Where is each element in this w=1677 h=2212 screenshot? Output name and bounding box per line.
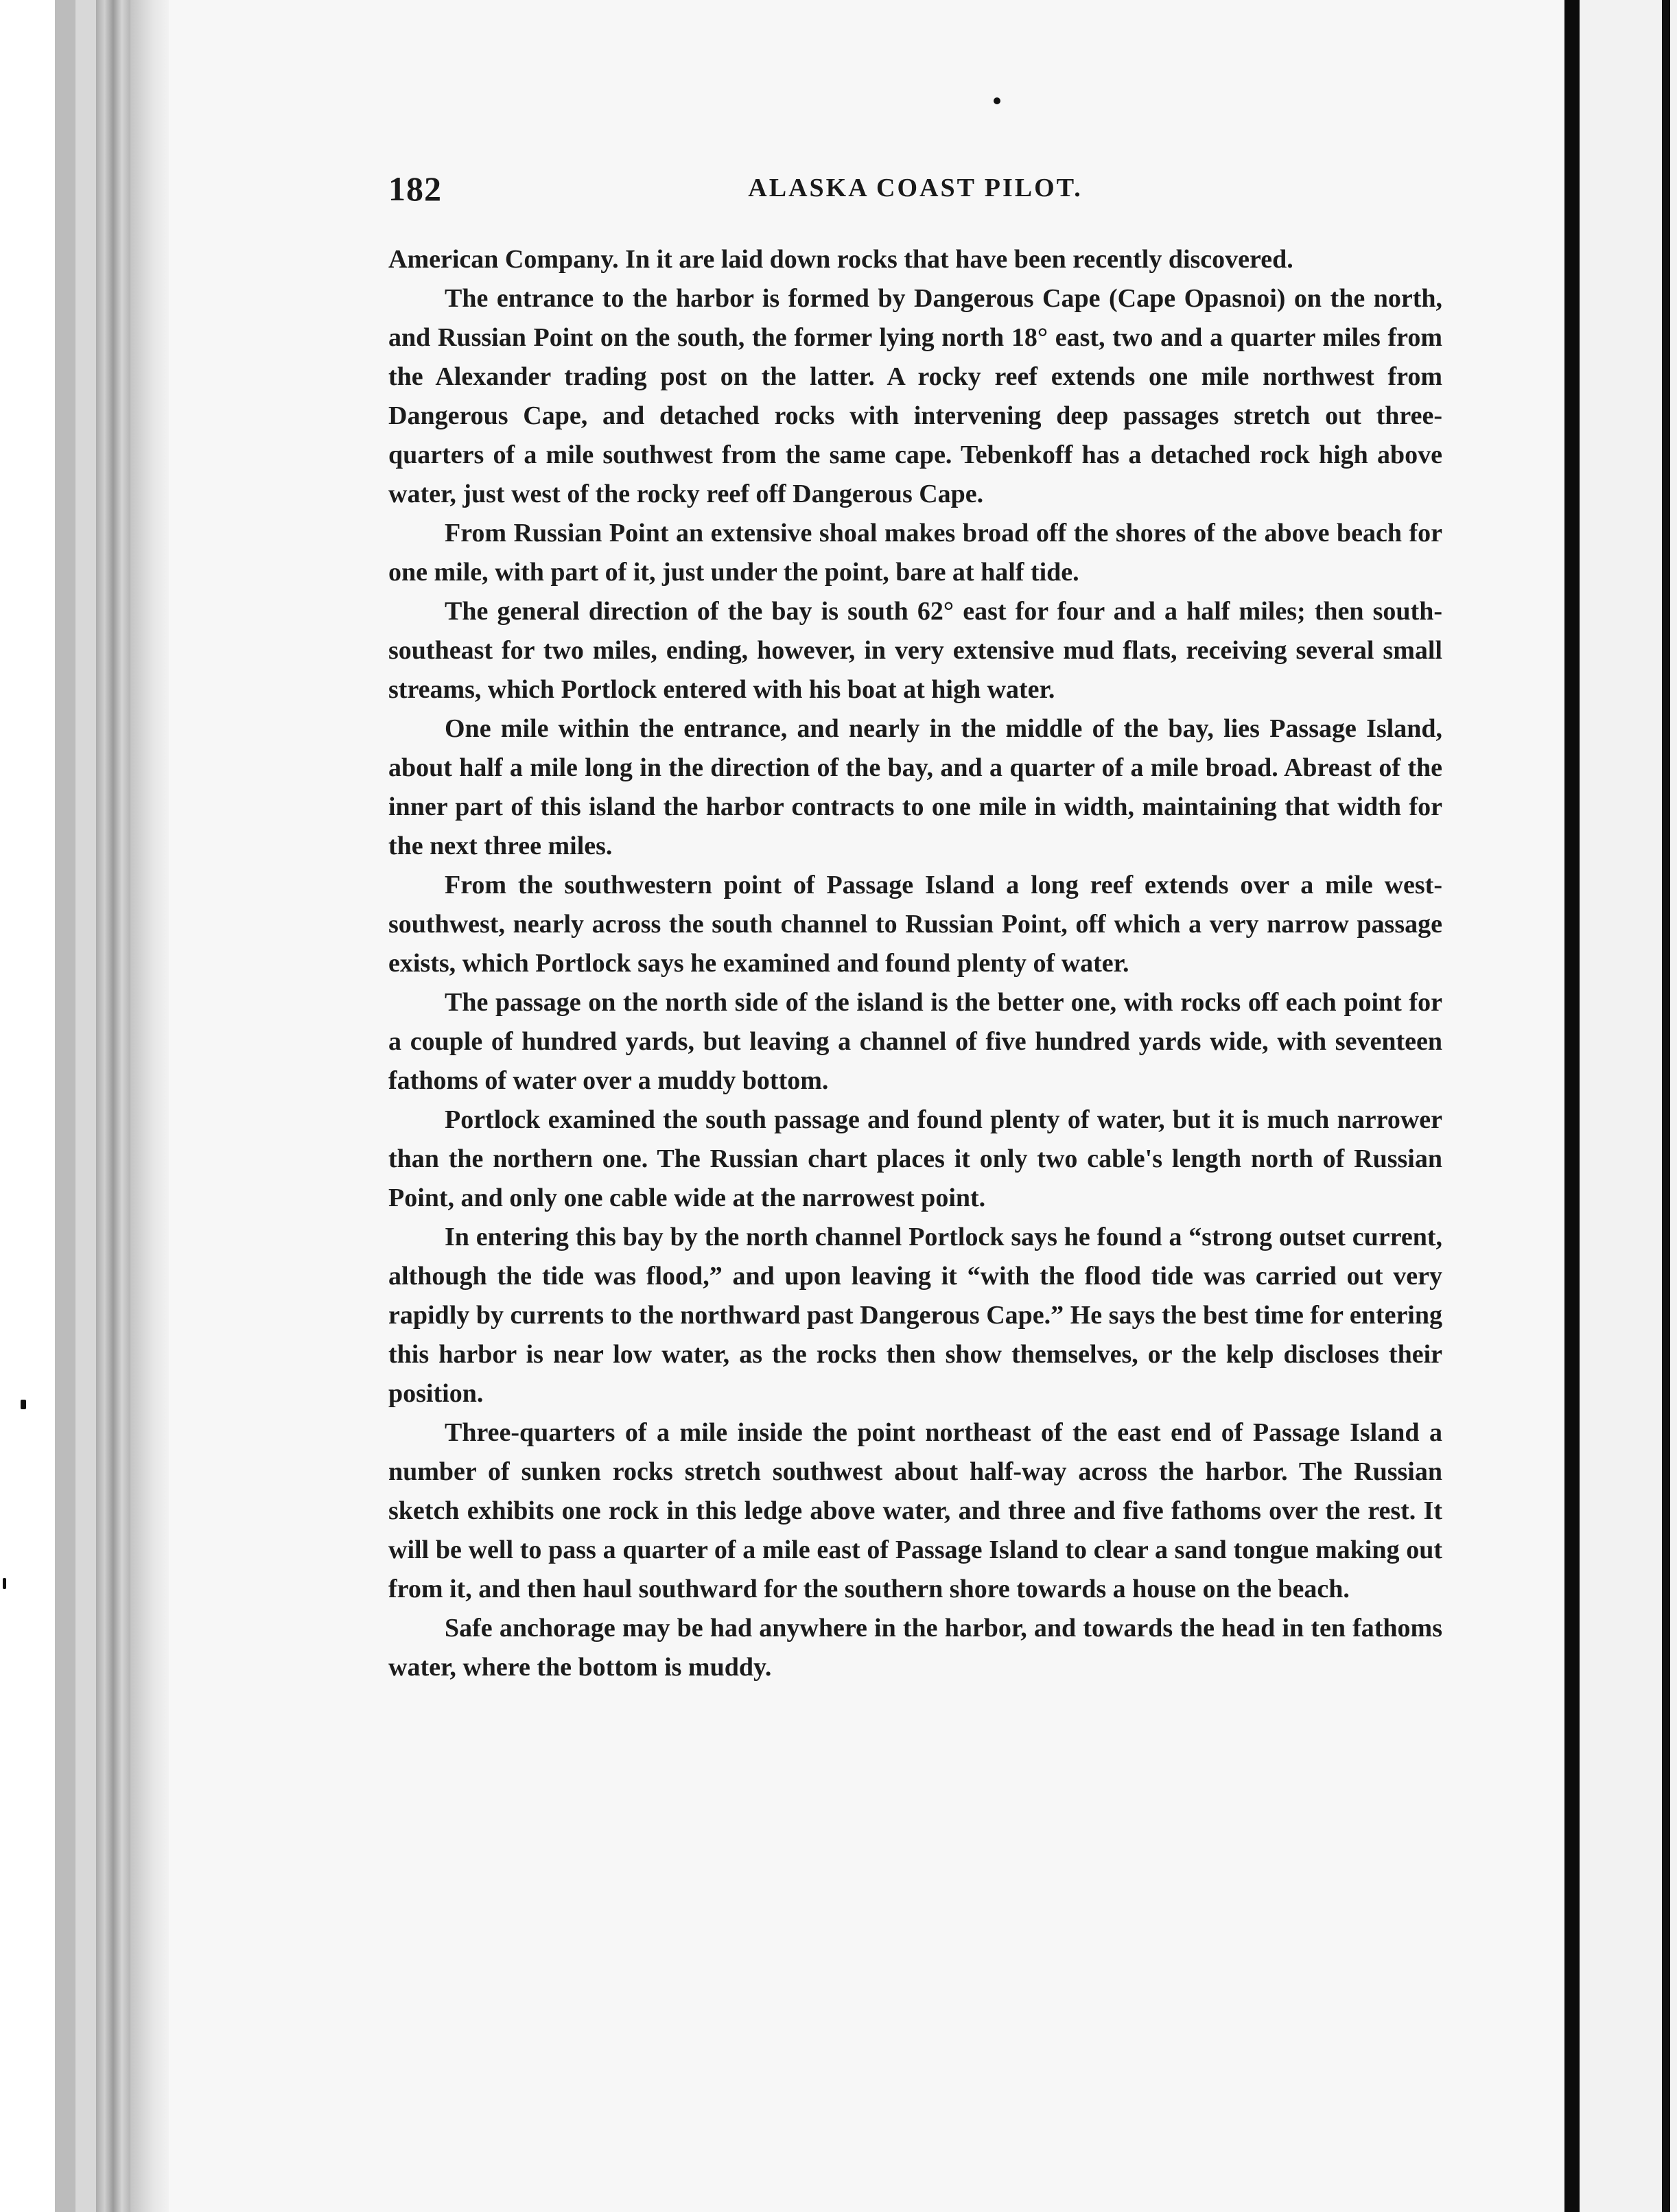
running-title: ALASKA COAST PILOT. bbox=[748, 174, 1083, 202]
paragraph: From the southwestern point of Passage Island a long reef extends over a mile west-southwest, nearly across the south channel to Russian Point, off which a very narrow passage exists, which Portlock says he examined and found plenty of water. bbox=[388, 871, 1442, 978]
paragraph: The passage on the north side of the island is the better one, with rocks off each point for a couple of hundred yards, but leaving a channel of five hundred yards wide, with seventeen fathoms of water over a muddy bottom. bbox=[388, 988, 1442, 1095]
binding-gutter bbox=[1564, 0, 1580, 2212]
paragraph: One mile within the entrance, and nearly in the middle of the bay, lies Passage Island, about half a mile long in the direction of the bay, and a quarter of a mile broad. Abreast of the inner part of this island the harbor contracts to one mile in width, maintaining that width for the next three miles. bbox=[388, 714, 1442, 860]
paragraph: From Russian Point an extensive shoal makes broad off the shores of the above beach for one mile, with part of it, just under the point, bare at half tide. bbox=[388, 519, 1442, 587]
page-edge-strip bbox=[96, 0, 130, 2212]
paragraph: The entrance to the harbor is formed by Dangerous Cape (Cape Opasnoi) on the north, and Russian Point on the south, the former lying north 18° east, two and a quarter miles from the Alexander trading post on the latter. A rocky reef extends one mile northwest from Dangerous Cape, and detached rocks with intervening deep passages stretch out three-quarters of a mile southwest from the same cape. Tebenkoff has a detached rock high above water, just west of the rocky reef off Dangerous Cape. bbox=[388, 284, 1442, 508]
scan-speck bbox=[21, 1400, 26, 1409]
paragraph: Safe anchorage may be had anywhere in the harbor, and towards the head in ten fathoms water, where the bottom is muddy. bbox=[388, 1614, 1442, 1682]
paragraph: In entering this bay by the north channel Portlock says he found a “strong outset current, although the tide was flood,” and upon leaving it “with the flood tide was carried out very rapidly by currents to the northward past Dangerous Cape.” He says the best time for entering this harbor is near low water, as the rocks then show themselves, or the kelp discloses their position. bbox=[388, 1223, 1442, 1408]
page-header bbox=[388, 169, 1442, 217]
page-edge-strip bbox=[75, 0, 96, 2212]
paragraph: Portlock examined the south passage and found plenty of water, but it is much narrower than the northern one. The Russian chart places it only two cable's length north of Russian Point, and only one cable wide at the narrowest point. bbox=[388, 1105, 1442, 1212]
scan-speck bbox=[994, 97, 1000, 104]
page-edge-strip bbox=[130, 0, 169, 2212]
paragraph: American Company. In it are laid down rocks that have been recently discovered. bbox=[388, 245, 1293, 274]
paragraph: Three-quarters of a mile inside the point northeast of the east end of Passage Island a number of sunken rocks stretch southwest about half-way across the harbor. The Russian sketch exhibits one rock in this ledge above water, and three and five fathoms over the rest. It will be well to pass a quarter of a mile east of Passage Island to clear a sand tongue making out from it, and then haul southward for the southern shore towards a house on the beach. bbox=[388, 1418, 1442, 1603]
page-number: 182 bbox=[388, 169, 442, 208]
page-edge-strip bbox=[55, 0, 75, 2212]
paragraph: The general direction of the bay is south 62° east for four and a half miles; then south-southeast for two miles, ending, however, in very extensive mud flats, receiving several small streams, which Portlock entered with his boat at high water. bbox=[388, 597, 1442, 704]
body-text bbox=[388, 240, 1442, 1687]
scan-speck bbox=[3, 1578, 6, 1589]
adjacent-page-shadow bbox=[1662, 0, 1670, 2212]
